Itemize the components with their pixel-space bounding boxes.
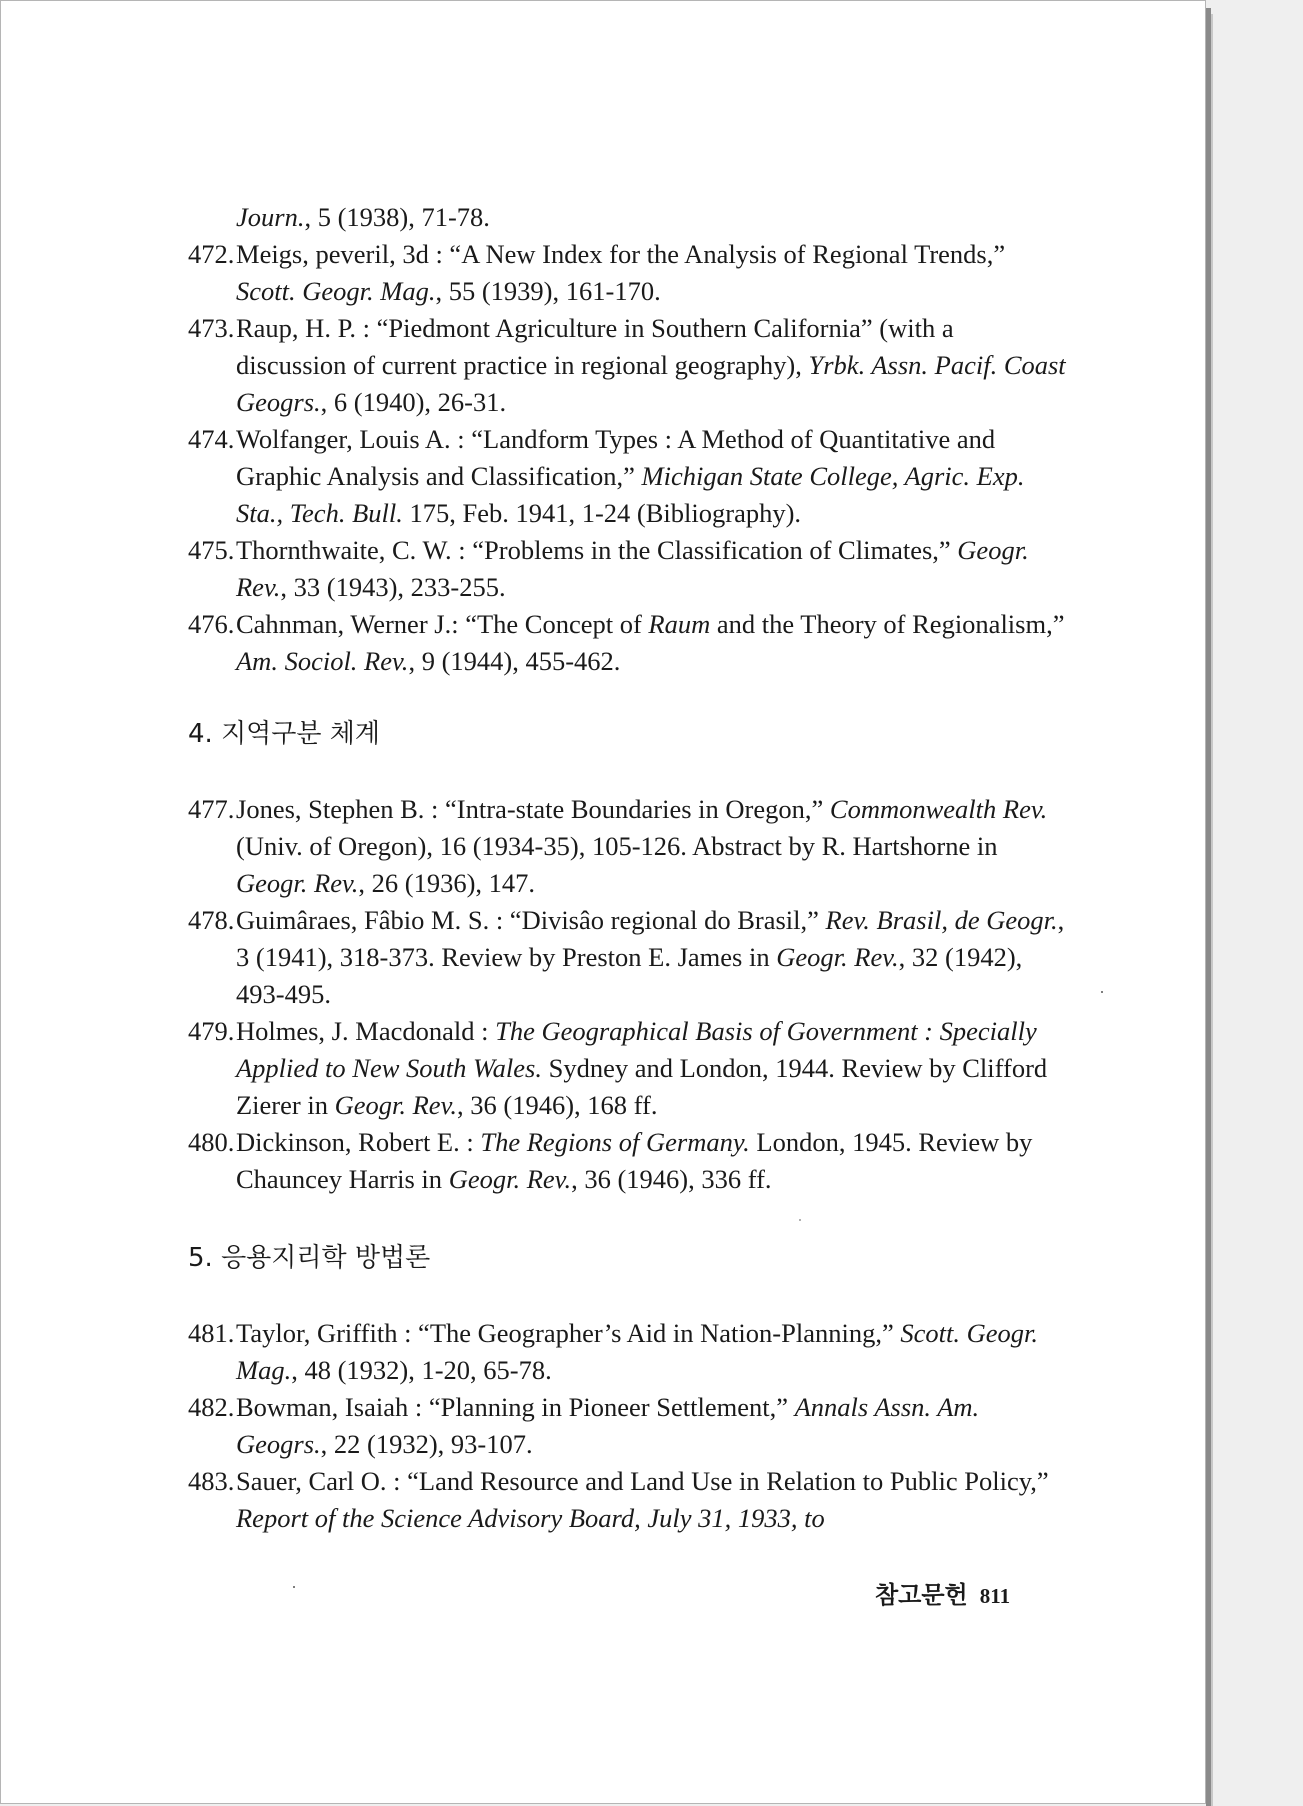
bib-entry-475: 475.Thornthwaite, C. W. : “Problems in the Classification of Climates,” Geogr. Rev., 33 (1943), 233-255. (188, 535, 1029, 602)
bib-entry-481: 481.Taylor, Griffith : “The Geographer’s Aid in Nation-Planning,” Scott. Geogr. Mag., 48 (1932), 1-20, 65-78. (188, 1318, 1038, 1385)
bib-entry-482: 482.Bowman, Isaiah : “Planning in Pioneer Settlement,” Annals Assn. Am. Geogrs., 22 (1932), 93-107. (188, 1392, 980, 1459)
bib-entry-472: 472.Meigs, peveril, 3d : “A New Index for the Analysis of Regional Trends,” Scott. Geogr. Mag., 55 (1939), 161-170. (188, 239, 1006, 306)
scan-speck (799, 1219, 801, 1221)
page-number: 811 (979, 1584, 1011, 1608)
scan-speck (1101, 991, 1103, 993)
section-heading-5: 5. 응용지리학 방법론 (188, 1243, 431, 1273)
bib-entry-473: 473.Raup, H. P. : “Piedmont Agriculture in Southern California” (with a discussion of current practice in regional geography), Yrbk. Assn. Pacif. Coast Geogrs., 6 (1940), 26-31. (188, 313, 1066, 417)
bib-entry-474: 474.Wolfanger, Louis A. : “Landform Types : A Method of Quantitative and Graphic Analysis and Classification,” Michigan State College, Agric. Exp. Sta., Tech. Bull. 175, Feb. 1941, 1-24 (Bibliography). (188, 424, 1025, 528)
running-footer-title: 참고문헌 (875, 1581, 968, 1609)
bib-entry-480: 480.Dickinson, Robert E. : The Regions of Germany. London, 1945. Review by Chauncey Harris in Geogr. Rev., 36 (1946), 336 ff. (188, 1127, 1033, 1194)
bib-entry-479: 479.Holmes, J. Macdonald : The Geographical Basis of Government : Specially Applied to New South Wales. Sydney and London, 1944. Review by Clifford Zierer in Geogr. Rev., 36 (1946), 168 ff. (188, 1016, 1048, 1120)
continued-entry: Journ., 5 (1938), 71-78. (236, 202, 490, 232)
page-edge-shadow (1211, 14, 1213, 1806)
bibliography-body (188, 199, 1068, 1537)
scan-speck (293, 1586, 295, 1588)
bib-entry-476: 476.Cahnman, Werner J.: “The Concept of Raum and the Theory of Regionalism,” Am. Sociol. Rev., 9 (1944), 455-462. (188, 609, 1065, 676)
bib-entry-477: 477.Jones, Stephen B. : “Intra-state Boundaries in Oregon,” Commonwealth Rev. (Univ. of Oregon), 16 (1934-35), 105-126. Abstract by R. Hartshorne in Geogr. Rev., 26 (1936), 147. (188, 794, 1048, 898)
bib-entry-483: 483.Sauer, Carl O. : “Land Resource and Land Use in Relation to Public Policy,” Report of the Science Advisory Board, July 31, 1933, to (188, 1466, 1049, 1533)
bib-entry-478: 478.Guimâraes, Fâbio M. S. : “Divisâo regional do Brasil,” Rev. Brasil, de Geogr., 3 (1941), 318-373. Review by Preston E. James in Geogr. Rev., 32 (1942), 493-495. (188, 905, 1065, 1009)
page-footer (875, 1575, 1010, 1610)
section-heading-4: 4. 지역구분 체계 (188, 719, 381, 749)
